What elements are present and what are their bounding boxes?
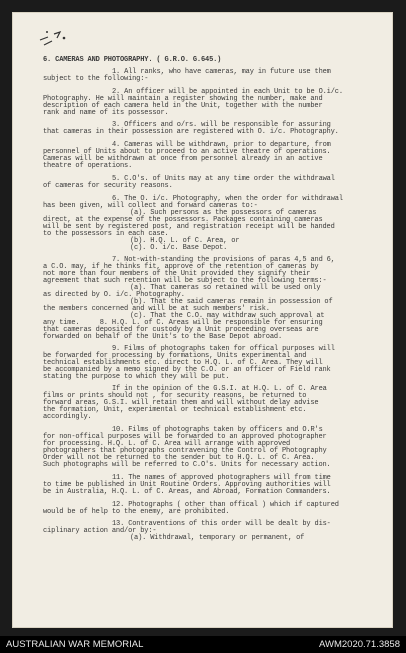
document-line: films or prints should not , for security reasons, be returned to bbox=[43, 392, 307, 400]
document-line: photographers that photographs contravening the Control of Photography bbox=[43, 447, 327, 455]
document-line: not more than four members of the Unit provided they signify their bbox=[43, 270, 311, 278]
document-line: subject to the following:- bbox=[43, 75, 149, 83]
document-line: has been given, will collect and forward cameras to:- bbox=[43, 202, 258, 210]
document-line: 1. All ranks, who have cameras, may in future use them bbox=[112, 68, 331, 76]
document-line: the members concerned and will be at such members' risk. bbox=[43, 305, 270, 313]
document-line: 12. Photographs ( other than offical ) which if captured bbox=[112, 501, 339, 509]
document-line: (c). That the C.O. may withdraw such approval at bbox=[130, 312, 325, 320]
document-line: as directed by O. i/c. Photography. bbox=[43, 291, 185, 299]
document-line: for non-offical purposes will be forwarded to an approved photographer bbox=[43, 433, 327, 441]
document-line: description of each camera held in the Unit, together with the number bbox=[43, 102, 323, 110]
handwritten-mark-icon bbox=[38, 26, 72, 50]
document-line: 7. Not-with-standing the provisions of paras 4,5 and 6, bbox=[112, 256, 335, 264]
document-line: be forwarded for processing by formations, Units experimental and bbox=[43, 352, 307, 360]
document-line: (a). That cameras so retained will be used only bbox=[130, 284, 321, 292]
document-line: (b). That the said cameras remain in possession of bbox=[130, 298, 333, 306]
document-line: Such photographs will be referred to C.O's. Units for necessary action. bbox=[43, 461, 331, 469]
document-line: 5. C.O's. of Units may at any time order the withdrawal bbox=[112, 175, 335, 183]
document-line: Cameras will be withdrawn at once from personnel already in an active bbox=[43, 155, 323, 163]
document-line: Photography. He will maintain a register showing the number, make and bbox=[43, 95, 323, 103]
document-line: to the possessors in each case. bbox=[43, 230, 169, 238]
document-heading: 6. CAMERAS AND PHOTOGRAPHY. ( G.R.O. G.645.) bbox=[43, 56, 222, 64]
document-line: stating the purpose to which they will be put. bbox=[43, 373, 230, 381]
document-line: to time be published in Unit Routine Orders. Approving authorities will bbox=[43, 481, 331, 489]
document-line: ciplinary action and/or by:- bbox=[43, 527, 157, 535]
footer-institution: AUSTRALIAN WAR MEMORIAL bbox=[6, 639, 144, 650]
document-line: the formation, Unit, experimental or technical establishment etc. bbox=[43, 406, 307, 414]
document-line: 10. Films of photographs taken by officers and O.R's bbox=[112, 426, 323, 434]
document-line: theatre of operations. bbox=[43, 162, 133, 170]
document-line: for processing. H.Q. L. of C. Area will arrange with approved bbox=[43, 440, 291, 448]
document-line: forwarded on behalf of the Unit's to the Base Depot abroad. bbox=[43, 333, 282, 341]
document-line: (b). H.Q. L. of C. Area, or bbox=[130, 237, 240, 245]
document-line: 3. Officers and o/rs. will be responsible for assuring bbox=[112, 121, 331, 129]
document-line: 2. An officer will be appointed in each Unit to be O.i/c. bbox=[112, 88, 343, 96]
document-line: rank and name of its possessor. bbox=[43, 109, 169, 117]
document-line: a C.O. may, if he thinks fit, approve of the retention of cameras by bbox=[43, 263, 319, 271]
document-line: agreement that such retention will be subject to the following terms:- bbox=[43, 277, 327, 285]
document-line: 9. Films of photographs taken for offical purposes will bbox=[112, 345, 335, 353]
document-line: any time. 8. H.Q. L. of C. Areas will be responsible for ensuring bbox=[43, 319, 323, 327]
footer-accession-number: AWM2020.71.3858 bbox=[319, 639, 400, 650]
document-line: would be of help to the enemy, are prohibited. bbox=[43, 508, 230, 516]
document-line: (a). Withdrawal, temporary or permanent, of bbox=[130, 534, 305, 542]
document-line: 6. The O. i/c. Photography, when the order for withdrawal bbox=[112, 195, 343, 203]
document-line: that cameras deposited for custody by a Unit proceeding overseas are bbox=[43, 326, 319, 334]
document-line: that cameras in their possession are registered with O. i/c. Photography. bbox=[43, 128, 339, 136]
document-page bbox=[12, 12, 393, 628]
document-line: be accompanied by a memo signed by the C.O. or an officer of Field rank bbox=[43, 366, 331, 374]
footer-bar bbox=[0, 636, 406, 653]
document-line: (c). O. i/c. Base Depot. bbox=[130, 244, 228, 252]
document-line: 4. Cameras will be withdrawn, prior to departure, from bbox=[112, 141, 331, 149]
document-line: (a). Such persons as the possessors of cameras bbox=[130, 209, 317, 217]
document-line: of cameras for security reasons. bbox=[43, 182, 173, 190]
document-line: If in the opinion of the G.S.I. at H.Q. L. of C. Area bbox=[112, 385, 327, 393]
document-line: technical establishments etc. direct to H.Q. L. of C. Area. They will bbox=[43, 359, 323, 367]
document-line: be in Australia, H.Q. L. of C. Areas, and Abroad, Formation Commanders. bbox=[43, 488, 331, 496]
document-line: personnel of Units about to proceed to an active theatre of operations. bbox=[43, 148, 331, 156]
document-line: direct, at the expense of the possessors. Packages containing cameras bbox=[43, 216, 323, 224]
document-line: accordingly. bbox=[43, 413, 92, 421]
document-line: 11. The names of approved photographers will from time bbox=[112, 474, 331, 482]
document-line: Order will not be returned to the sender but to H.Q. L. of C. Area. bbox=[43, 454, 315, 462]
document-line: will be sent by registered post, and registration receipt will be handed bbox=[43, 223, 335, 231]
document-line: forward areas, G.S.I. will retain them and will without delay advise bbox=[43, 399, 319, 407]
document-line: 13. Contraventions of this order will be dealt by dis- bbox=[112, 520, 331, 528]
